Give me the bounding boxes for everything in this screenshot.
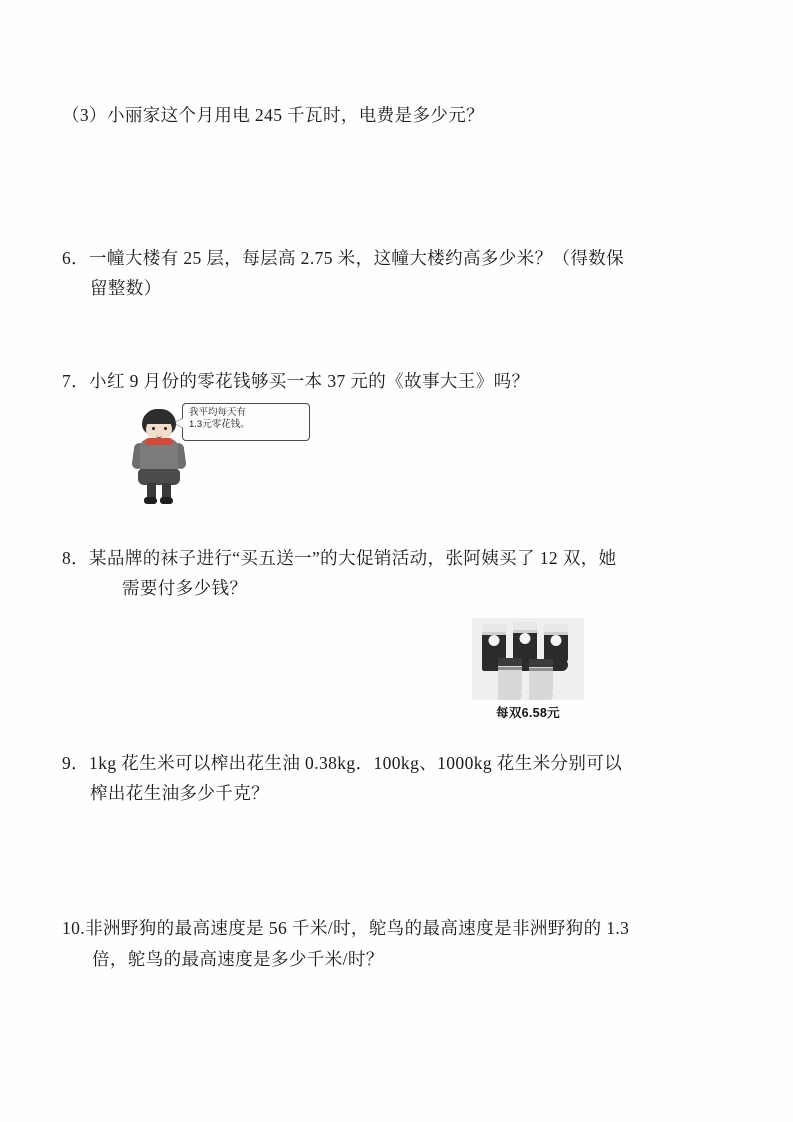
question-3-text: （3）小丽家这个月用电 245 千瓦时，电费是多少元？ [62,105,485,125]
answer-space-9 [62,809,752,913]
socks-photo-icon [472,618,584,700]
question-8 [62,543,752,604]
girl-illustration-wrap [130,401,330,511]
question-10 [62,913,752,974]
question-9-line2: 榨出花生油多少千克？ [90,783,269,804]
speech-bubble-line2: 1.3元零花钱。 [189,419,250,431]
answer-space-6 [62,304,752,366]
question-3 [62,100,752,131]
answer-space-3 [62,131,752,243]
question-9 [62,748,752,809]
question-9-line1: 9．1kg 花生米可以榨出花生油 0.38kg．100kg、1000kg 花生米分别可以 [62,752,623,773]
question-6-line1: 6．一幢大楼有 25 层，每层高 2.75 米，这幢大楼约高多少米？（得数保 [62,247,625,268]
question-10-line2: 倍，鸵鸟的最高速度是多少千米/时？ [92,948,384,969]
socks-illustration-wrap [472,618,592,721]
question-6 [62,243,752,304]
speech-bubble [182,403,310,441]
socks-price-caption: 每双6.58元 [496,705,560,720]
speech-bubble-line1: 我平均每天有 [189,406,247,418]
question-7-illustration [62,401,752,511]
question-6-line2: 留整数） [90,278,162,299]
question-7-text: 7．小红 9 月份的零花钱够买一本 37 元的《故事大王》吗？ [62,370,530,391]
question-8-illustration [62,618,752,748]
worksheet-content [62,100,752,974]
question-8-line1: 8．某品牌的袜子进行“买五送一”的大促销活动，张阿姨买了 12 双，她 [62,547,617,568]
girl-figure-icon [130,409,190,505]
question-8-line2: 需要付多少钱？ [122,578,248,599]
answer-space-7 [62,511,752,543]
question-10-line1: 10.非洲野狗的最高速度是 56 千米/时，鸵鸟的最高速度是非洲野狗的 1.3 [62,918,630,938]
question-7 [62,366,752,397]
